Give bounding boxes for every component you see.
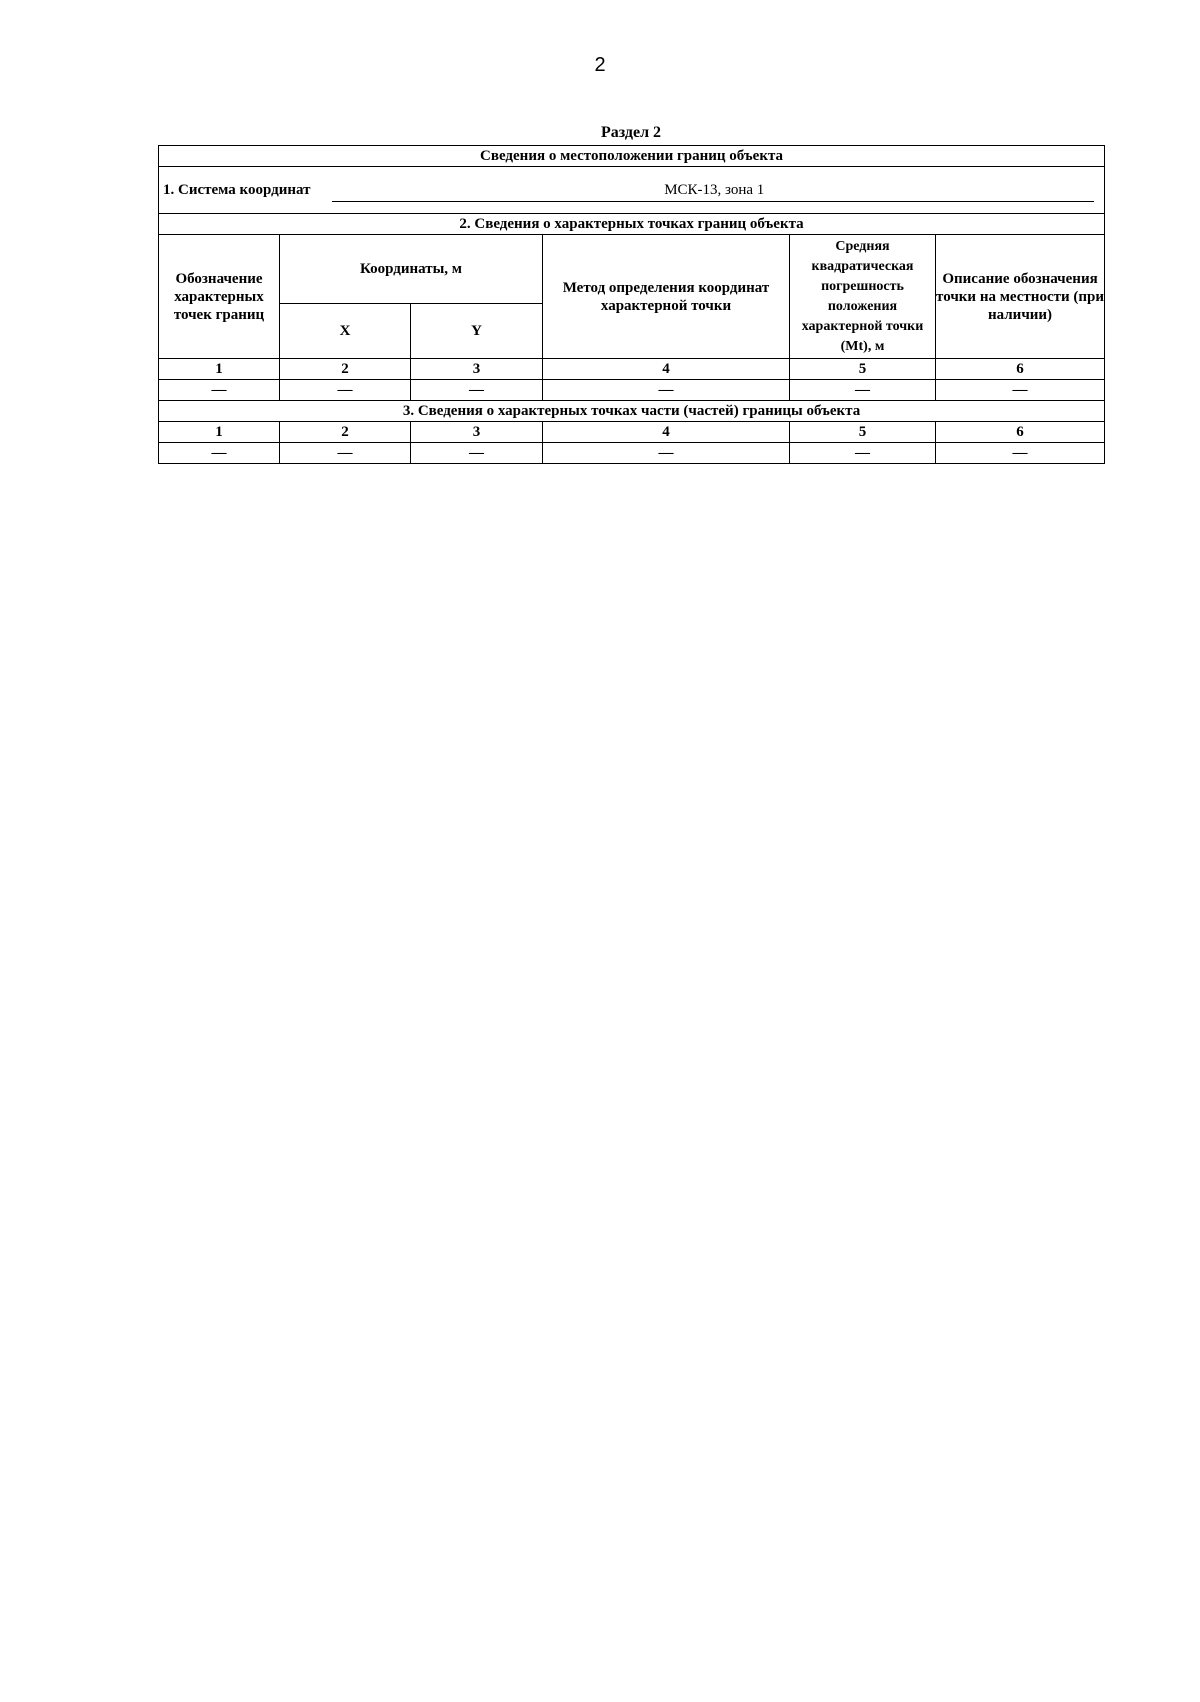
coordinate-system-label: 1. Система координат xyxy=(163,182,311,198)
points-header-row xyxy=(159,235,1105,304)
table-cell: — xyxy=(411,380,543,401)
table-cell: — xyxy=(790,443,936,464)
table-cell: — xyxy=(280,443,411,464)
column-number: 6 xyxy=(936,422,1105,443)
table-row xyxy=(159,380,1105,401)
coordinate-system-cell xyxy=(159,167,1105,214)
table-cell: — xyxy=(159,443,280,464)
parts-number-row xyxy=(159,422,1105,443)
table-title-row xyxy=(159,146,1105,167)
header-x: X xyxy=(280,304,411,359)
boundary-table xyxy=(158,145,1105,464)
table-cell: — xyxy=(543,443,790,464)
table-cell: — xyxy=(790,380,936,401)
column-number: 6 xyxy=(936,359,1105,380)
section-title: Раздел 2 xyxy=(600,124,662,141)
points-title-row xyxy=(159,214,1105,235)
table-cell: — xyxy=(411,443,543,464)
header-method: Метод определения координат характерной точки xyxy=(543,235,790,359)
table-title: Сведения о местоположении границ объекта xyxy=(159,146,1105,167)
header-coordinates: Координаты, м xyxy=(280,235,543,304)
points-number-row xyxy=(159,359,1105,380)
column-number: 2 xyxy=(280,422,411,443)
header-designation: Обозначение характерных точек границ xyxy=(159,235,280,359)
points-title: 2. Сведения о характерных точках границ объекта xyxy=(159,214,1105,235)
parts-title: 3. Сведения о характерных точках части (частей) границы объекта xyxy=(159,401,1105,422)
table-cell: — xyxy=(936,380,1105,401)
column-number: 3 xyxy=(411,359,543,380)
parts-title-row xyxy=(159,401,1105,422)
column-number: 4 xyxy=(543,422,790,443)
page-number: 2 xyxy=(594,54,606,76)
header-y: Y xyxy=(411,304,543,359)
table-cell: — xyxy=(936,443,1105,464)
column-number: 5 xyxy=(790,359,936,380)
table-cell: — xyxy=(159,380,280,401)
table-row xyxy=(159,443,1105,464)
column-number: 1 xyxy=(159,359,280,380)
coordinate-system-row xyxy=(159,167,1105,214)
coordinate-system-value: МСК-13, зона 1 xyxy=(332,181,1094,202)
column-number: 5 xyxy=(790,422,936,443)
column-number: 4 xyxy=(543,359,790,380)
column-number: 3 xyxy=(411,422,543,443)
column-number: 1 xyxy=(159,422,280,443)
header-error: Средняя квадратическая погрешность положения характерной точки (Mt), м xyxy=(790,235,936,359)
table-cell: — xyxy=(543,380,790,401)
header-description: Описание обозначения точки на местности (при наличии) xyxy=(936,235,1105,359)
column-number: 2 xyxy=(280,359,411,380)
table-cell: — xyxy=(280,380,411,401)
